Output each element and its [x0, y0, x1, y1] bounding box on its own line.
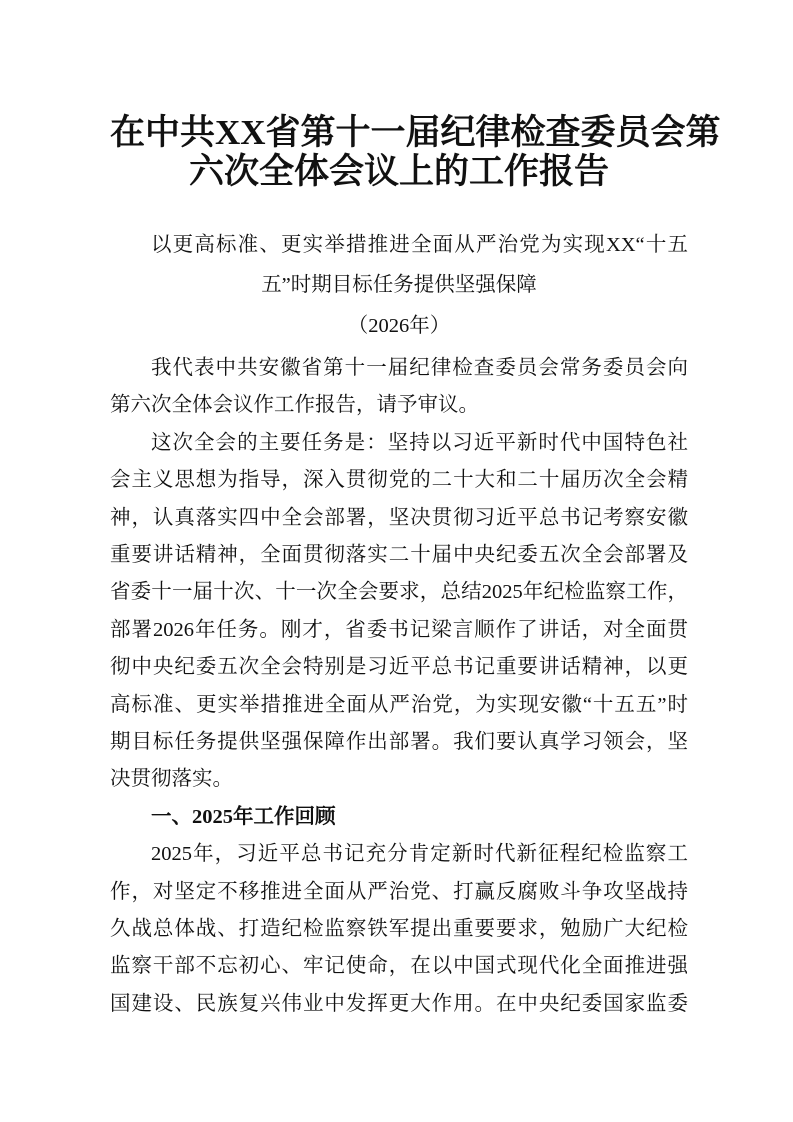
paragraph-line: 重要讲话精神，全面贯彻落实二十届中央纪委五次全会部署及: [110, 544, 688, 566]
paragraph-line: 决贯彻落实。: [110, 768, 233, 791]
paragraph-line: 监察干部不忘初心、牢记使命，在以中国式现代化全面推进强: [110, 955, 688, 978]
paragraph-line: 省委十一届十次、十一次全会要求，总结2025年纪检监察工作，: [110, 581, 688, 604]
paragraph-line: 高标准、更实举措推进全面从严治党，为实现安徽“十五五”时: [110, 693, 688, 716]
paragraph-line: 部署2026年任务。刚才，省委书记梁言顺作了讲话，对全面贯: [110, 618, 688, 641]
subtitle-line-2: 五”时期目标任务提供坚强保障: [261, 274, 537, 296]
paragraph-line: 第六次全体会议作工作报告，请予审议。: [110, 394, 479, 417]
paragraph-line: 久战总体战、打造纪检监察铁军提出重要要求，勉励广大纪检: [110, 918, 688, 940]
document-title-line-1: 在中共XX省第十一届纪律检查委员会第: [110, 113, 721, 152]
paragraph-line: 神，认真落实四中全会部署，坚决贯彻习近平总书记考察安徽: [110, 506, 688, 529]
paragraph-line: 彻中央纪委五次全会特别是习近平总书记重要讲话精神，以更: [110, 656, 688, 679]
paragraph-line: 期目标任务提供坚强保障作出部署。我们要认真学习领会，坚: [110, 731, 688, 753]
document-title-line-2: 六次全体会议上的工作报告: [188, 152, 609, 191]
paragraph-line: 2025年，习近平总书记充分肯定新时代新征程纪检监察工: [151, 843, 688, 866]
subtitle-line-1: 以更高标准、更实举措推进全面从严治党为实现XX“十五: [151, 234, 688, 256]
subtitle-year: （2026年）: [347, 315, 451, 337]
paragraph-line: 我代表中共安徽省第十一届纪律检查委员会常务委员会向: [151, 357, 688, 379]
paragraph-line: 会主义思想为指导，深入贯彻党的二十大和二十届历次全会精: [110, 469, 688, 492]
paragraph-line: 作，对坚定不移推进全面从严治党、打赢反腐败斗争攻坚战持: [110, 880, 688, 903]
section-heading: 一、2025年工作回顾: [151, 805, 336, 828]
paragraph-line: 国建设、民族复兴伟业中发挥更大作用。在中央纪委国家监委: [110, 992, 688, 1015]
paragraph-line: 这次全会的主要任务是：坚持以习近平新时代中国特色社: [151, 431, 688, 454]
